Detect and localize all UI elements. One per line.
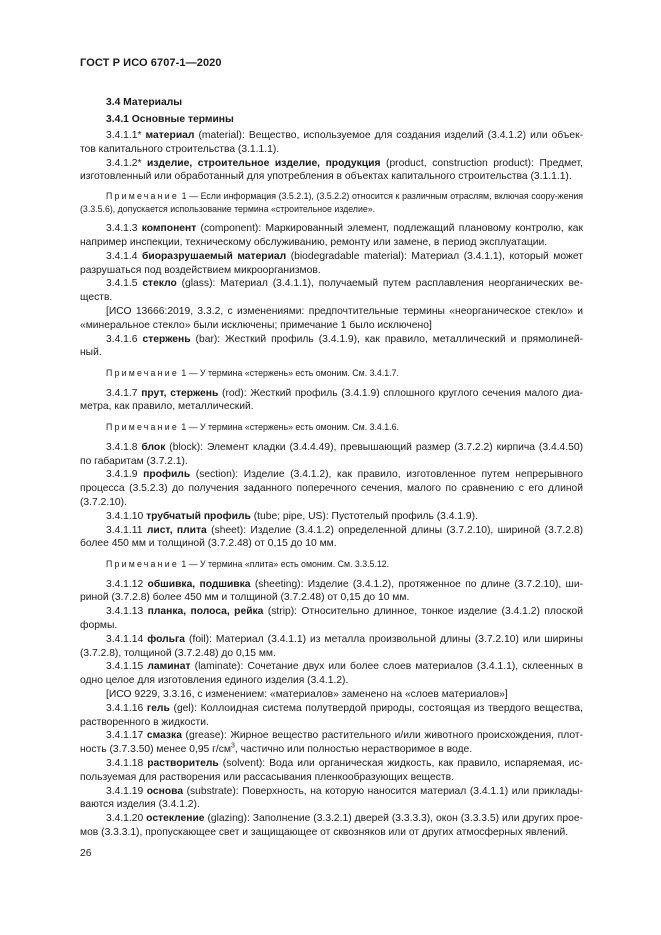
term-entry: 3.4.1.16 гель (gel): Коллоидная система полутвердой природы, состоящая из твердого вещества, растворенного в жидкости. [80, 702, 583, 728]
note: Примечание 1 — У термина «стержень» есть омоним. См. 3.4.1.6. [106, 422, 399, 433]
term-entry: 3.4.1.14 фольга (foil): Материал (3.4.1.1) из металла произвольной длины (3.7.2.10) или ширины (3.7.2.8), толщиной (3.7.2.48) до 0,15 мм. [80, 633, 583, 659]
term-entry: 3.4.1.1* материал (material): Вещество, используемое для создания изделий (3.4.1.2) или объек-тов капитального строительства (3.1.1.1). [80, 130, 583, 155]
note: Примечание 1 — У термина «стержень» есть омоним. См. 3.4.1.7. [106, 368, 399, 379]
term-entry: 3.4.1.9 профиль (section): Изделие (3.4.1.2), как правило, изготовленное путем непрерывного процесса (3.5.2.3) до получения заданного поперечного сечения, малого по сравнению с его длиной (3.7.2.10). [80, 469, 583, 508]
section-title: 3.4 Материалы [106, 97, 183, 108]
term-entry: 3.4.1.8 блок (block): Элемент кладки (3.4.4.49), превышающий размер (3.7.2.2) кирпича (3.4.4.50) по габаритам (3.7.2.1). [80, 441, 583, 467]
document-body [80, 129, 583, 840]
term-entry: 3.4.1.18 растворитель (solvent): Вода или органическая жидкость, как правило, испаряемая, ис-пользуемая для растворения или рассасывания пленкообразующих веществ. [80, 757, 583, 783]
term-entry: 3.4.1.6 стержень (bar): Жесткий профиль (3.4.1.9), как правило, металлический и прямолиней-ный. [80, 333, 584, 359]
term-entry: 3.4.1.17 смазка (grease): Жирное вещество растительного и/или животного происхождения, плот-ность (3.7.3.50) менее 0,95 $г/см^3$, частично или полностью нерастворимое в воде. [80, 730, 583, 756]
note: Примечание 1 — У термина «плита» есть омоним. См. 3.3.5.12. [106, 559, 390, 570]
note: Примечание 1 — Если информация (3.5.2.1), (3.5.2.2) относится к различным отраслям, включая соору-жения (3.3.5.6), допускается использование термина «строительное изделие». [80, 191, 583, 214]
term-entry: 3.4.1.5 стекло (glass): Материал (3.4.1.1), получаемый путем расплавления неорганических ве-ществ. [80, 278, 584, 304]
source-reference: [ИСО 13666:2019, 3.3.2, с изменениями: предпочтительные термины «неорганическое стекло» и «минеральное стекло» были исключены; примечание 1 было исключено] [80, 305, 583, 331]
term-entry: 3.4.1.19 основа (substrate): Поверхность, на которую наносится материал (3.4.1.1) или приклады-ваются изделия (3.4.1.2). [80, 785, 583, 811]
term-entry: 3.4.1.11 лист, плита (sheet): Изделие (3.4.1.2) определенной длины (3.7.2.10), шириной (3.7.2.8) более 450 мм и толщиной (3.7.2.48) от 0,15 до 10 мм. [80, 524, 584, 550]
term-entry: 3.4.1.2* изделие, строительное изделие, продукция (product, construction product): Предмет, изготовленный или обработанный для употребления в объектах капитального строительства (3.1.1.1). [80, 157, 583, 183]
term-entry: 3.4.1.10 трубчатый профиль (tube; pipe, US): Пустотелый профиль (3.4.1.9). [106, 510, 478, 522]
term-entry: 3.4.1.12 обшивка, подшивка (sheeting): Изделие (3.4.1.2), протяженное по длине (3.7.2.10), ши-риной (3.7.2.8) более 450 мм и толщиной (3.7.2.48) от 0,15 до 10 мм. [80, 578, 584, 604]
term-entry: 3.4.1.3 компонент (component): Маркированный элемент, подлежащий плановому контролю, как например инспекции, техническому обслуживанию, ремонту или замене, в период эксплуатации. [80, 223, 583, 248]
term-entry: 3.4.1.13 планка, полоса, рейка (strip): Относительно длинное, тонкое изделие (3.4.1.2) плоской формы. [80, 606, 583, 632]
term-entry: 3.4.1.20 остекление (glazing): Заполнение (3.3.2.1) дверей (3.3.3.3), окон (3.3.3.5) или других прое-мов (3.3.3.1), пропускающее свет и защищающее от сквозняков или от других атмосферных явлений. [80, 813, 583, 838]
subsection-title: 3.4.1 Основные термины [106, 114, 234, 125]
term-entry: 3.4.1.15 ламинат (laminate): Сочетание двух или более слоев материалов (3.4.1.1), склеенных в одно целое для изготовления единого изделия (3.4.1.2). [80, 661, 583, 687]
term-entry: 3.4.1.4 биоразрушаемый материал (biodegradable material): Материал (3.4.1.1), который может разрушаться под воздействием микроорганизмов. [80, 250, 583, 276]
term-entry: 3.4.1.7 прут, стержень (rod): Жесткий профиль (3.4.1.9) сплошного круглого сечения малого диа-метра, как правило, металлический. [80, 387, 583, 413]
page-number: 26 [80, 848, 92, 859]
document-header: ГОСТ Р ИСО 6707-1—2020 [80, 57, 222, 69]
source-reference: [ИСО 9229, 3.3.16, с изменением: «материалов» заменено на «слоев материалов»] [106, 689, 508, 700]
